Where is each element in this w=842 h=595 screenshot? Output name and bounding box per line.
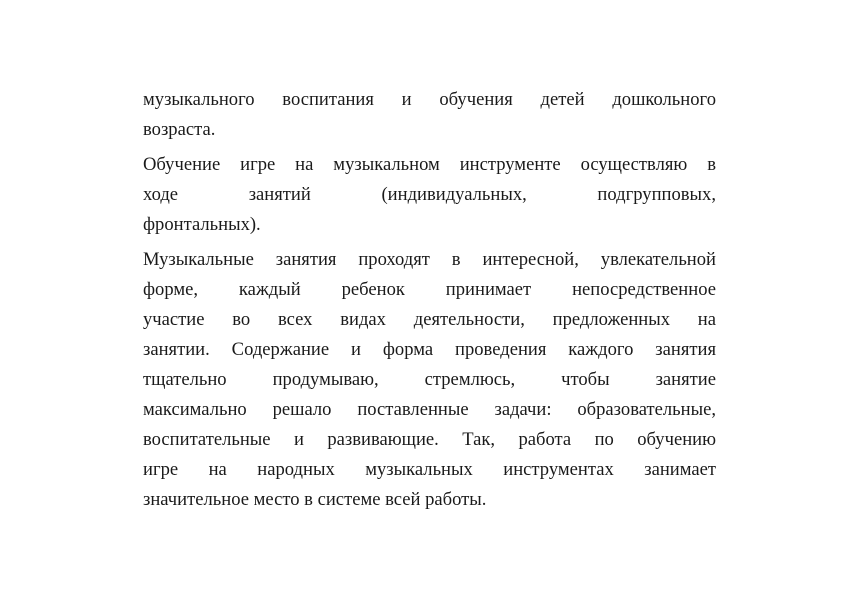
text-line: ходе занятий (индивидуальных, подгрупповых,	[143, 184, 716, 205]
text-line: занятии. Содержание и форма проведения каждого занятия	[143, 339, 716, 360]
text-line: форме, каждый ребенок принимает непосредственное	[143, 279, 716, 300]
text-line: фронтальных).	[143, 214, 261, 235]
paragraph	[143, 150, 716, 240]
paragraph	[143, 245, 716, 515]
text-line: игре на народных музыкальных инструментах занимает	[143, 459, 716, 480]
text-line: музыкального воспитания и обучения детей дошкольного	[143, 89, 716, 110]
text-line: Обучение игре на музыкальном инструменте осуществляю в	[143, 154, 716, 175]
body-text	[143, 85, 716, 515]
text-line: воспитательные и развивающие. Так, работа по обучению	[143, 429, 716, 450]
text-line: участие во всех видах деятельности, предложенных на	[143, 309, 716, 330]
text-line: тщательно продумываю, стремлюсь, чтобы занятие	[143, 369, 716, 390]
text-line: Музыкальные занятия проходят в интересной, увлекательной	[143, 249, 716, 270]
text-line: возраста.	[143, 119, 216, 140]
text-line: максимально решало поставленные задачи: образовательные,	[143, 399, 716, 420]
paragraph	[143, 85, 716, 145]
text-line: значительное место в системе всей работы.	[143, 489, 487, 510]
